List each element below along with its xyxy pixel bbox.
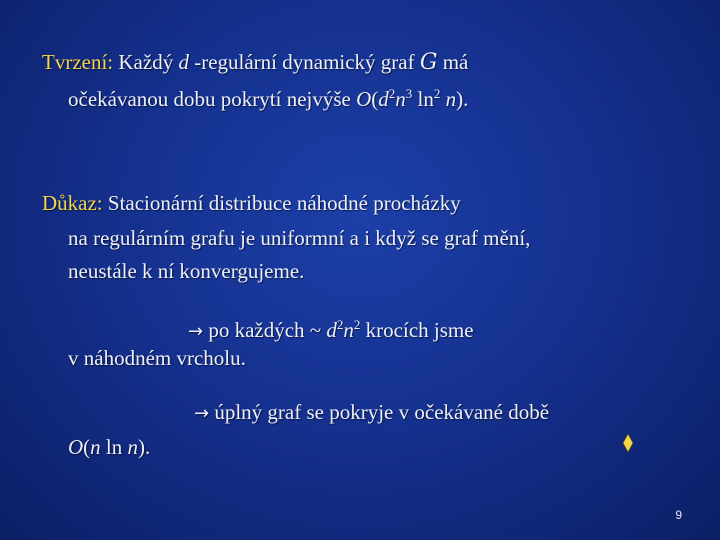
math-d: d: [178, 50, 189, 74]
text-ln: ln: [412, 87, 434, 111]
step1-line-1: [188, 311, 474, 346]
text: Stacionární distribuce náhodné procházky: [102, 191, 461, 215]
text: ).: [138, 435, 151, 459]
text: (: [83, 435, 91, 459]
step2-line-1: [194, 398, 549, 428]
arrow-right-icon: →: [188, 321, 204, 342]
math-n: n: [343, 318, 354, 342]
text: Každý: [113, 50, 179, 74]
proof-label: Důkaz:: [42, 191, 103, 215]
math-n: n: [127, 435, 139, 459]
math-n: n: [395, 87, 406, 111]
math-d: d: [326, 318, 337, 342]
exponent: 2: [353, 317, 361, 332]
text: úplný graf se pokryje v očekávané době: [209, 400, 550, 424]
exponent: 2: [388, 86, 396, 101]
step1-line-2: v náhodném vrcholu.: [68, 346, 246, 370]
text-ln: ln: [100, 435, 128, 459]
theorem-label: Tvrzení:: [42, 50, 114, 74]
arrow-right-icon: →: [194, 403, 210, 424]
math-n: n: [90, 435, 101, 459]
math-O: O: [68, 435, 84, 459]
exponent: 2: [433, 86, 441, 101]
proof-line-3: neustále k ní konvergujeme.: [68, 259, 305, 283]
text: ).: [456, 87, 469, 111]
theorem-line-1: [42, 48, 468, 77]
text: očekávanou dobu pokrytí nejvýše: [68, 87, 357, 111]
exponent: 3: [405, 86, 413, 101]
text: (: [371, 87, 379, 111]
diamond-icon: [622, 433, 634, 453]
exponent: 2: [336, 317, 344, 332]
text: má: [437, 50, 469, 74]
text: krocích jsme: [360, 318, 474, 342]
math-O: O: [356, 87, 372, 111]
math-graph-G: G: [419, 50, 438, 75]
theorem-line-2: [68, 80, 468, 113]
text: po každých ~: [203, 318, 327, 342]
step2-line-2: [68, 433, 150, 461]
page-number: 9: [675, 508, 682, 522]
math-d: d: [378, 87, 389, 111]
proof-line-2: na regulárním grafu je uniformní a i když se graf mění,: [68, 226, 531, 250]
math-n: n: [440, 87, 457, 111]
proof-line-1: [42, 189, 461, 217]
text: -regulární dynamický graf: [188, 50, 420, 74]
